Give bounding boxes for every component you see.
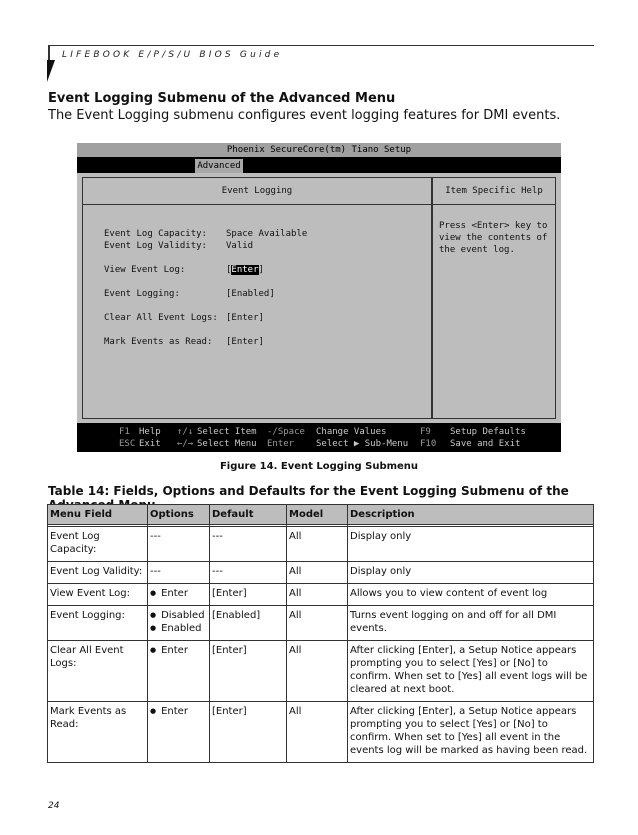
cell-options <box>148 641 210 702</box>
option: ● Disabled <box>150 609 207 622</box>
key-label: Change Values <box>316 427 387 437</box>
key-label: Select Item <box>197 427 257 437</box>
key-label: Help <box>139 427 161 437</box>
cell-default: [Enter] <box>210 641 287 702</box>
cell-description: Allows you to view content of event log <box>348 584 594 606</box>
column-header: Options <box>148 505 210 525</box>
row-label: Event Log Validity: <box>104 241 207 251</box>
help-panel <box>432 177 556 419</box>
table-title: Table 14: Fields, Options and Defaults for the Event Logging Submenu of the <box>48 484 569 498</box>
table-row <box>48 584 594 606</box>
row-label: Event Log Capacity: <box>104 229 207 239</box>
bios-screen <box>77 143 561 452</box>
option: ● Enter <box>150 705 207 718</box>
event-logging-value[interactable]: [Enabled] <box>226 289 275 299</box>
section-description: The Event Logging submenu configures event logging features for DMI events. <box>48 108 561 123</box>
selected-option[interactable]: Enter <box>231 265 259 275</box>
key-minus-space: -/Space <box>267 427 305 437</box>
key-esc: ESC <box>119 439 136 449</box>
cell-field: Event Log Validity: <box>48 562 148 584</box>
cell-options <box>148 584 210 606</box>
cell-field: Clear All Event Logs: <box>48 641 148 702</box>
cell-description: Display only <box>348 562 594 584</box>
key-label: Setup Defaults <box>450 427 526 437</box>
tab-advanced[interactable]: Advanced <box>195 159 243 173</box>
column-header: Default <box>210 505 287 525</box>
cell-default: [Enabled] <box>210 606 287 641</box>
key-label: Save and Exit <box>450 439 521 449</box>
cell-description: Turns event logging on and off for all DMI events. <box>348 606 594 641</box>
key-label: Exit <box>139 439 161 449</box>
table-row <box>48 527 594 562</box>
cell-options <box>148 527 210 562</box>
cell-model: All <box>287 606 348 641</box>
key-enter: Enter <box>267 439 295 449</box>
cell-model: All <box>287 562 348 584</box>
key-updown: ↑/↓ <box>177 427 194 437</box>
cell-description: After clicking [Enter], a Setup Notice appears prompting you to select [Yes] or [No] to confirm. When set to [Yes] all event in the events log will be marked as having been read. <box>348 702 594 763</box>
bios-menubar <box>77 157 561 173</box>
page-number: 24 <box>48 801 60 811</box>
bios-body <box>77 173 561 423</box>
option: --- <box>150 531 161 542</box>
panel-title: Event Logging <box>83 178 431 205</box>
view-event-log-value[interactable] <box>226 265 264 275</box>
help-title: Item Specific Help <box>433 178 555 205</box>
key-f1: F1 <box>119 427 130 437</box>
key-leftright: ←/→ <box>177 439 194 449</box>
table-row <box>48 702 594 763</box>
cell-field: Event Logging: <box>48 606 148 641</box>
figure-caption: Figure 14. Event Logging Submenu <box>219 461 419 472</box>
cell-default: --- <box>210 527 287 562</box>
section-title: Event Logging Submenu of the Advanced Menu <box>48 91 396 106</box>
column-header: Model <box>287 505 348 525</box>
cell-model: All <box>287 584 348 606</box>
key-f10: F10 <box>420 439 437 449</box>
cell-default: [Enter] <box>210 702 287 763</box>
header-rule <box>48 45 594 46</box>
table-header-row <box>48 505 594 525</box>
table-row <box>48 562 594 584</box>
row-label: Mark Events as Read: <box>104 337 213 347</box>
column-header: Menu Field <box>48 505 148 525</box>
cell-model: All <box>287 702 348 763</box>
row-value: Valid <box>226 241 254 251</box>
mark-read-value[interactable]: [Enter] <box>226 337 264 347</box>
bios-title: Phoenix SecureCore(tm) Tiano Setup <box>77 143 561 157</box>
option: ● Enter <box>150 587 207 600</box>
key-f9: F9 <box>420 427 431 437</box>
settings-panel <box>82 177 432 419</box>
option: --- <box>150 566 161 577</box>
row-label: Clear All Event Logs: <box>104 313 218 323</box>
running-title: LIFEBOOK E/P/S/U BIOS Guide <box>62 50 283 60</box>
options-table <box>47 504 594 763</box>
cell-options <box>148 606 210 641</box>
cell-field: Event Log Capacity: <box>48 527 148 562</box>
row-label: Event Logging: <box>104 289 180 299</box>
cell-options <box>148 562 210 584</box>
option: ● Enter <box>150 644 207 657</box>
bios-footer <box>77 423 561 452</box>
option: ● Enabled <box>150 622 207 635</box>
cell-description: Display only <box>348 527 594 562</box>
key-label: Select ▶ Sub-Menu <box>316 439 409 449</box>
column-header: Description <box>348 505 594 525</box>
cell-model: All <box>287 641 348 702</box>
bracket: [ <box>226 265 232 275</box>
row-value: Space Available <box>226 229 308 239</box>
cell-field: Mark Events as Read: <box>48 702 148 763</box>
cell-field: View Event Log: <box>48 584 148 606</box>
bracket: ] <box>258 265 264 275</box>
cell-options <box>148 702 210 763</box>
key-label: Select Menu <box>197 439 257 449</box>
table-row <box>48 606 594 641</box>
row-label: View Event Log: <box>104 265 186 275</box>
clear-logs-value[interactable]: [Enter] <box>226 313 264 323</box>
header-corner-mark <box>47 60 55 82</box>
table-row <box>48 641 594 702</box>
help-text: Press <Enter> key to view the contents of the event log. <box>439 221 548 255</box>
cell-description: After clicking [Enter], a Setup Notice appears prompting you to select [Yes] or [No] to confirm. When set to [Yes] all event logs will be cleared at next boot. <box>348 641 594 702</box>
cell-model: All <box>287 527 348 562</box>
cell-default: [Enter] <box>210 584 287 606</box>
cell-default: --- <box>210 562 287 584</box>
